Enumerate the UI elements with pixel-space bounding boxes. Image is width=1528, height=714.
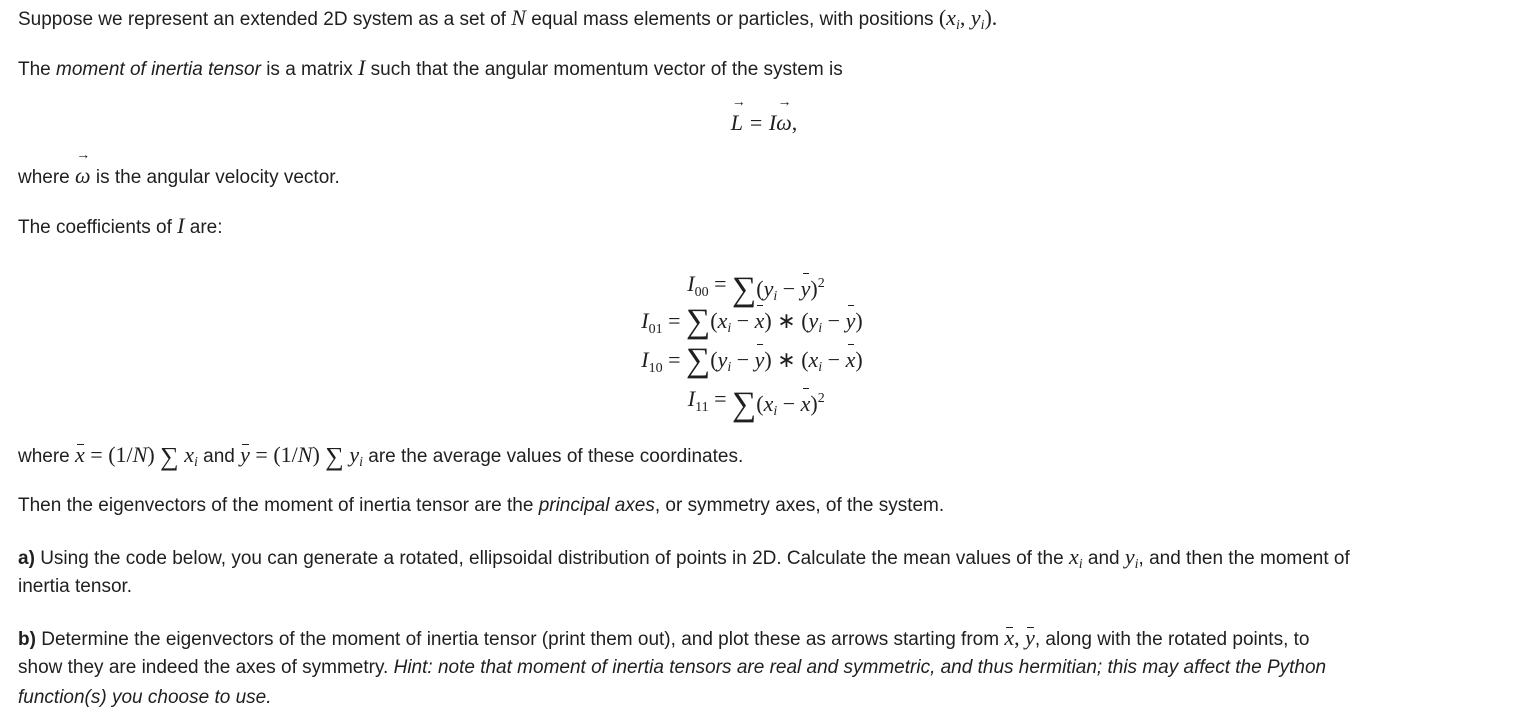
part-b-line2: show they are indeed the axes of symmetry. Hint: note that moment of inertia tensors are real and symmetric, and thus hermitian; this may affect the Python [18, 657, 1327, 678]
equation-i00: $I_{00}$ = [687, 271, 727, 300]
positions-math: ($x_i$, $y_i$). [938, 5, 998, 33]
part-b-line1: b) Determine the eigenvectors of the moment of inertia tensor (print them out), and plot these as arrows starting from x, y, along with the rotated points, to [18, 623, 1310, 655]
angular-momentum-equation: → L = I → ω, [730, 95, 798, 135]
tensor-definition-paragraph: The moment of inertia tensor is a matrix I such that the angular momentum vector of the system is [18, 55, 843, 80]
part-a-label: a) [18, 548, 35, 569]
equation-i10: $I_{10}$ = [641, 347, 681, 376]
ybar-definition: y = (1/N) ∑ $y_i$ [240, 442, 363, 471]
mean-values-paragraph: where x = (1/N) ∑ $x_i$ and y = (1/N) ∑ $y_i$ are the average values of these coordinates. [18, 442, 744, 471]
equation-i11-rhs: $\sum(x_i - x)^2$ [732, 386, 825, 423]
equation-i11: $I_{11}$ = [687, 386, 727, 415]
part-a-line2: inertia tensor. [18, 576, 133, 597]
part-b-label: b) [18, 629, 36, 650]
equation-i10-rhs: $\sum(y_i - y)$ ∗ $(x_i - x)$ [686, 342, 863, 379]
n-symbol: N [511, 5, 526, 30]
equation-i00-rhs: $\sum(y_i - y)^2$ [732, 271, 825, 308]
hint-text: Hint: note that moment of inertia tensors are real and symmetric, and thus hermitian; this may affect the Python [393, 657, 1327, 678]
part-a-line1: a) Using the code below, you can generate a rotated, ellipsoidal distribution of points in 2D. Calculate the mean values of the $x_i$ and $y_i$, and then the moment of [18, 544, 1350, 572]
equation-i01-rhs: $\sum(x_i - x)$ ∗ $(y_i - y)$ [686, 303, 863, 340]
intro-paragraph: Suppose we represent an extended 2D system as a set of N equal mass elements or particles, with positions ($x_i$, $y_i$). [18, 5, 998, 33]
part-b-line3: function(s) you choose to use. [18, 687, 272, 708]
equation-i01: $I_{01}$ = [641, 308, 681, 337]
xbar-definition: x = (1/N) ∑ $x_i$ [75, 442, 198, 471]
omega-description: where → ω is the angular velocity vector. [18, 148, 340, 188]
coefficients-intro: The coefficients of I are: [18, 213, 223, 238]
eigenvectors-paragraph: Then the eigenvectors of the moment of inertia tensor are the principal axes, or symmetry axes, of the system. [18, 495, 945, 516]
